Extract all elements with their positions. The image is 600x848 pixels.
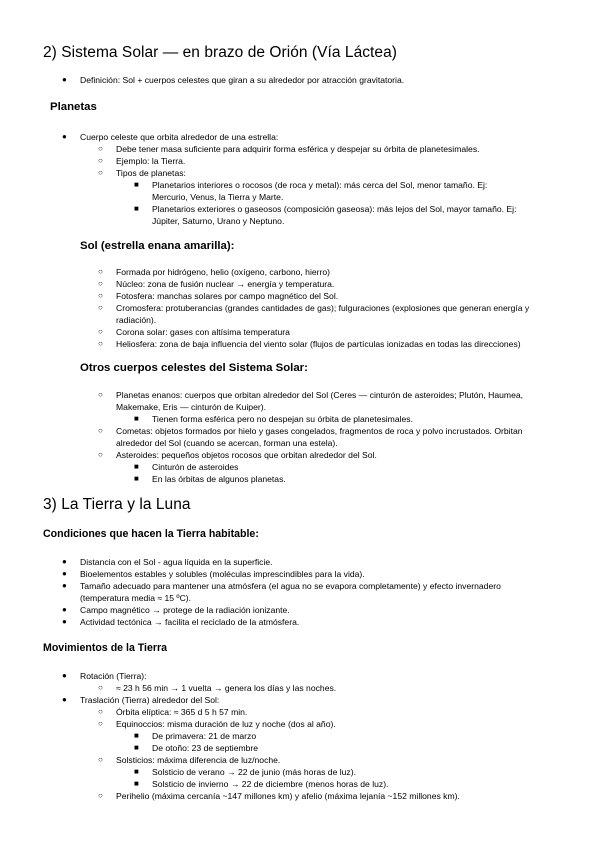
list-item: Rotación (Tierra): [80, 671, 147, 681]
bullet-circle-icon: ○ [98, 144, 103, 153]
list-item-continuation: alrededor del Sol (cuando se acercan, forman una estela). [116, 438, 338, 448]
bullet-disc-icon: ● [62, 132, 67, 141]
list-item: Planetarios exteriores o gaseosos (composición gaseosa): más lejos del Sol, mayor tamaño. Ej: [152, 204, 517, 214]
bullet-circle-icon: ○ [98, 156, 103, 165]
list-item: Órbita elíptica: ≈ 365 d 5 h 57 min. [116, 707, 248, 717]
list-item: Campo magnético → protege de la radiación ionizante. [80, 605, 290, 615]
bullet-square-icon: ■ [134, 779, 139, 788]
list-item: Núcleo: zona de fusión nuclear → energía y temperatura. [116, 279, 335, 289]
list-item: Ejemplo: la Tierra. [116, 156, 186, 166]
bullet-disc-icon: ● [62, 671, 67, 680]
bullet-circle-icon: ○ [98, 267, 103, 276]
list-item-continuation: Mercurio, Venus, la Tierra y Marte. [152, 192, 284, 202]
definition-text: Definición: Sol + cuerpos celestes que giran a su alrededor por atracción gravitatoria. [80, 75, 405, 85]
list-item: Solsticio de invierno → 22 de diciembre (menos horas de luz). [152, 779, 389, 789]
sol-heading: Sol (estrella enana amarilla): [80, 240, 235, 252]
list-item: De otoño: 23 de septiembre [152, 743, 259, 753]
bullet-circle-icon: ○ [98, 450, 103, 459]
list-item: Equinoccios: misma duración de luz y noche (dos al año). [116, 719, 336, 729]
bullet-circle-icon: ○ [98, 755, 103, 764]
bullet-circle-icon: ○ [98, 791, 103, 800]
condiciones-heading: Condiciones que hacen la Tierra habitable: [43, 528, 259, 540]
list-item: Solsticios: máxima diferencia de luz/noche. [116, 755, 281, 765]
list-item: En las órbitas de algunos planetas. [152, 474, 286, 484]
bullet-circle-icon: ○ [98, 719, 103, 728]
bullet-disc-icon: ● [62, 557, 67, 566]
bullet-circle-icon: ○ [98, 279, 103, 288]
list-item: Planetarios interiores o rocosos (de roca y metal): más cerca del Sol, menor tamaño. Ej: [152, 180, 488, 190]
bullet-circle-icon: ○ [98, 291, 103, 300]
list-item: Bioelementos estables y solubles (moléculas imprescindibles para la vida). [80, 569, 365, 579]
section-3-title: 3) La Tierra y la Luna [43, 496, 191, 513]
list-item: Actividad tectónica → facilita el reciclado de la atmósfera. [80, 617, 300, 627]
list-item: Formada por hidrógeno, helio (oxígeno, carbono, hierro) [116, 267, 331, 277]
list-item-continuation: radiación). [116, 315, 157, 325]
list-item: Fotosfera: manchas solares por campo magnético del Sol. [116, 291, 339, 301]
bullet-circle-icon: ○ [98, 707, 103, 716]
list-item: Cromosfera: protuberancias (grandes cantidades de gas); fulguraciones (explosiones que generan energía y [116, 303, 530, 313]
movimientos-heading: Movimientos de la Tierra [43, 642, 168, 654]
list-item: Perihelio (máxima cercanía ~147 millones km) y afelio (máxima lejanía ~152 millones km). [116, 791, 460, 801]
list-item: Tienen forma esférica pero no despejan su órbita de planetesimales. [152, 414, 413, 424]
bullet-circle-icon: ○ [98, 339, 103, 348]
bullet-disc-icon: ● [62, 569, 67, 578]
bullet-square-icon: ■ [134, 414, 139, 423]
bullet-circle-icon: ○ [98, 327, 103, 336]
list-item-continuation: (temperatura media ≈ 15 ºC). [80, 593, 192, 603]
list-item: Cinturón de asteroides [152, 462, 239, 472]
list-item: Corona solar: gases con altísima temperatura [116, 327, 290, 337]
bullet-disc-icon: ● [62, 617, 67, 626]
list-item-continuation: Júpiter, Saturno, Urano y Neptuno. [152, 216, 285, 226]
bullet-square-icon: ■ [134, 743, 139, 752]
bullet-circle-icon: ○ [98, 303, 103, 312]
bullet-square-icon: ■ [134, 731, 139, 740]
bullet-disc-icon: ● [62, 695, 67, 704]
bullet-disc-icon: ● [62, 605, 67, 614]
list-item: Traslación (Tierra) alrededor del Sol: [80, 695, 220, 705]
bullet-circle-icon: ○ [98, 168, 103, 177]
section-2-title: 2) Sistema Solar — en brazo de Orión (Vía Láctea) [43, 44, 397, 61]
bullet-circle-icon: ○ [98, 683, 103, 692]
list-item: Debe tener masa suficiente para adquirir forma esférica y despejar su órbita de planetesimales. [116, 144, 480, 154]
list-item: Cometas: objetos formados por hielo y gases congelados, fragmentos de roca y polvo incrustados. Orbitan [116, 426, 523, 436]
list-item: Planetas enanos: cuerpos que orbitan alrededor del Sol (Ceres — cinturón de asteroides; Plutón, Haumea, [116, 390, 524, 400]
bullet-circle-icon: ○ [98, 390, 103, 399]
list-item: De primavera: 21 de marzo [152, 731, 257, 741]
bullet-square-icon: ■ [134, 204, 139, 213]
list-item: Solsticio de verano → 22 de junio (más horas de luz). [152, 767, 356, 777]
bullet-disc-icon: ● [62, 581, 67, 590]
otros-heading: Otros cuerpos celestes del Sistema Solar: [80, 362, 308, 374]
list-item: Heliosfera: zona de baja influencia del viento solar (flujos de partículas ionizadas en todas las direcciones) [116, 339, 521, 349]
list-item: Asteroides: pequeños objetos rocosos que orbitan alrededor del Sol. [116, 450, 377, 460]
list-item: ≈ 23 h 56 min → 1 vuelta → genera los días y las noches. [116, 683, 337, 693]
planetas-heading: Planetas [50, 101, 97, 113]
bullet-disc-icon: ● [62, 75, 67, 84]
list-item: Distancia con el Sol - agua líquida en la superficie. [80, 557, 273, 567]
list-item: Tamaño adecuado para mantener una atmósfera (el agua no se evapora completamente) y efecto invernadero [80, 581, 501, 591]
bullet-square-icon: ■ [134, 180, 139, 189]
bullet-square-icon: ■ [134, 767, 139, 776]
list-item-continuation: Makemake, Eris — cinturón de Kuiper). [116, 402, 266, 412]
bullet-circle-icon: ○ [98, 426, 103, 435]
bullet-square-icon: ■ [134, 474, 139, 483]
list-item: Tipos de planetas: [116, 168, 186, 178]
planeta-definition: Cuerpo celeste que orbita alrededor de una estrella: [80, 132, 279, 142]
bullet-square-icon: ■ [134, 462, 139, 471]
